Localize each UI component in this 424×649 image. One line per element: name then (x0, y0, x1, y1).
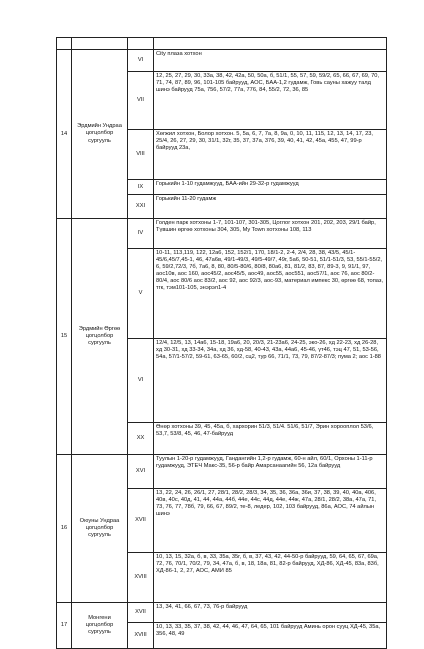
row-number-cell: 16 (57, 455, 72, 603)
khoroo-cell: VII (128, 72, 154, 130)
school-name-cell: Оюуны Ундраа цогцолбор сургууль (72, 455, 128, 603)
address-cell: 12, 25, 27, 29, 30, 33а, 38, 42, 42а, 50, 50а, б, 51/1, 55, 57, 59, 59/2, 65, 66, 67, 69, 70, 71, 74, 87, 89, 96, 101-105 байрууд, АОС, БАА-1,2 гудамж, Говь сауны хажуу талд шинэ байрууд 75а, 756, 57/2, 77а, 776, 84, 55/2, 72, 36, 85 (154, 72, 387, 130)
school-name-cell: Монгени цогцолбор сургууль (72, 603, 128, 649)
address-cell: 13, 22, 24, 26, 26/1, 27, 28/1, 28/2, 28/3, 34, 35, 36, 36а, 36и, 37, 38, 39, 40, 40а, 406, 40в, 40с, 40д, 41, 44, 44а, 44б, 44е, 44с, 44д, 44е, 44ж, 47а, 28/1, 28/2, 38а, 47а, 71, 73, 76, 77, 78б, 79, 66, 67, 89/2, те-8, ледер, 102, 103 байрууд, 86а, АОС, 74 айлын шинэ (154, 489, 387, 553)
address-cell: City плаза хотхон (154, 50, 387, 72)
row-number-cell (57, 38, 72, 50)
school-district-table (56, 37, 387, 649)
table-row (57, 219, 387, 249)
table-row (57, 50, 387, 72)
khoroo-cell: XXI (128, 195, 154, 219)
address-cell: 10, 13, 33, 35, 37, 38, 42, 44, 46, 47, 64, 65, 101 байрууд Аминь орон сууц ХД-45, 35а, 356, 48, 49 (154, 623, 387, 649)
address-cell: Хөгжил хотхон, Болор хотхон. 5, 5а, 6, 7, 7а, 8, 9а, 0, 10, 11, 115, 12, 13, 14, 17, 23, 25/4, 26, 27, 29, 30, 31/1, 32г, 35, 37, 37а, 376, 39, 40, 41, 42, 45а, 455, 47, 99-р байрууд 23а, (154, 130, 387, 180)
khoroo-cell: XVIII (128, 553, 154, 603)
address-cell: Голден парк хотхоны 1-7, 101-107, 301-305, Цоглог хотхон 201, 202, 203, 29/1 байр, Түвшин өргөө хотхоны 304, 305, My Town хотхоны 108, 113 (154, 219, 387, 249)
school-name-cell (72, 38, 128, 50)
table-row (57, 455, 387, 489)
khoroo-cell: V (128, 249, 154, 339)
school-name-cell: Эрдмийн Ундраа цогцолбор сургууль (72, 50, 128, 219)
address-cell: 13, 34, 41, 66, 67, 73, 76-р байрууд (154, 603, 387, 623)
khoroo-cell: XVII (128, 603, 154, 623)
address-cell: 10-11, 113,119, 122, 12а6, 152, 152/1, 170, 18/1-2, 2-4, 2/4, 28, 38, 43/5, 45/1-45/6,45/7,45-1, 46, 47а6в, 49/1-49/3, 49/5-49/7, 49г, 5а6, 50-51, 51/1-51/3, 53, 55/1-55/2, 6, 59/2,72/3, 7б, 7а6, 8, 80, 80/5-80/6, 80/8, 80а6, 81, 81/2, 83, 87, 89-3, 9, 91/1, 97, аос10в, аос 160, аос45/2, аос45/5, аос49, аос55, аос551, аос57/1, аос 76, аос 80/2-80/4, аос 80/6 аос 83/2, аос 92, аос 92/3, аос-93, материал импекс 30, өргөө 68, топаз, тгк, тэм101-105, энэрэл1-4 (154, 249, 387, 339)
table-row (57, 603, 387, 623)
address-cell: Горькийн 11-20 гудамж (154, 195, 387, 219)
address-cell: Горькийн 1-10 гудамжууд, БАА-ийн 29-32-р гудамжууд (154, 180, 387, 195)
khoroo-cell: XVIII (128, 623, 154, 649)
khoroo-cell: IX (128, 180, 154, 195)
row-number-cell: 14 (57, 50, 72, 219)
khoroo-cell: XVI (128, 455, 154, 489)
address-cell: Өнөр хотхоны 39, 45, 45а, б, хархорин 51/3, 51/4. 51/6, 51/7, Эрин хорооплол 53/6, 53,7, 53/8, 45, 46, 47-байрууд (154, 423, 387, 455)
khoroo-cell: VIII (128, 130, 154, 180)
address-cell: Туулын 1-20-р гудамжууд, Гандангийн 1,2-р гудамж, 60-н айл, 60/1, Орхоны 1-11-р гудамжууд, ЭТЕЧ Макс-35, 56-р байр Амарсанаагийн 56, 12а байрууд (154, 455, 387, 489)
address-cell: 10, 13, 15, 32а, б, в, 33, 35а, 35г, б, в, 37, 43, 42, 44-50-р байрууд, 59, 64, 65, 67, 69а, 72, 76, 70/1, 70/2, 79, 34, 47а, б, в, 18, 18а, 81, 82-р байрууд, ХД-86, ХД-45, 83а, 83б, ХД-86-1, 2, 27, АОС, АМИ 85 (154, 553, 387, 603)
row-number-cell: 17 (57, 603, 72, 649)
address-cell: 12/4, 12/5, 13, 14а6, 15-18, 19а6, 20, 20/3, 21-23а6, 24-25, эко-26, хд 22-23, хд 26-28, хд 30-31, хд 33-34, 34а, хд 36, хд-58, 40-43, 43а, 44а6, 45-46, үт46, тэц 47, 51, 53-56, 54а, 57/1-57/2, 59-61, 63-65, 60/2, сц2, тур 66, 71/1, 73, 79, 87/2-87/3; пума 2; аос 1-88 (154, 339, 387, 423)
khoroo-cell (128, 38, 154, 50)
khoroo-cell: XVII (128, 489, 154, 553)
table-row (57, 38, 387, 50)
khoroo-cell: XX (128, 423, 154, 455)
row-number-cell: 15 (57, 219, 72, 455)
khoroo-cell: VI (128, 50, 154, 72)
address-cell (154, 38, 387, 50)
school-name-cell: Эрдмийн Өргөө цогцолбор сургууль (72, 219, 128, 455)
khoroo-cell: IV (128, 219, 154, 249)
khoroo-cell: VI (128, 339, 154, 423)
